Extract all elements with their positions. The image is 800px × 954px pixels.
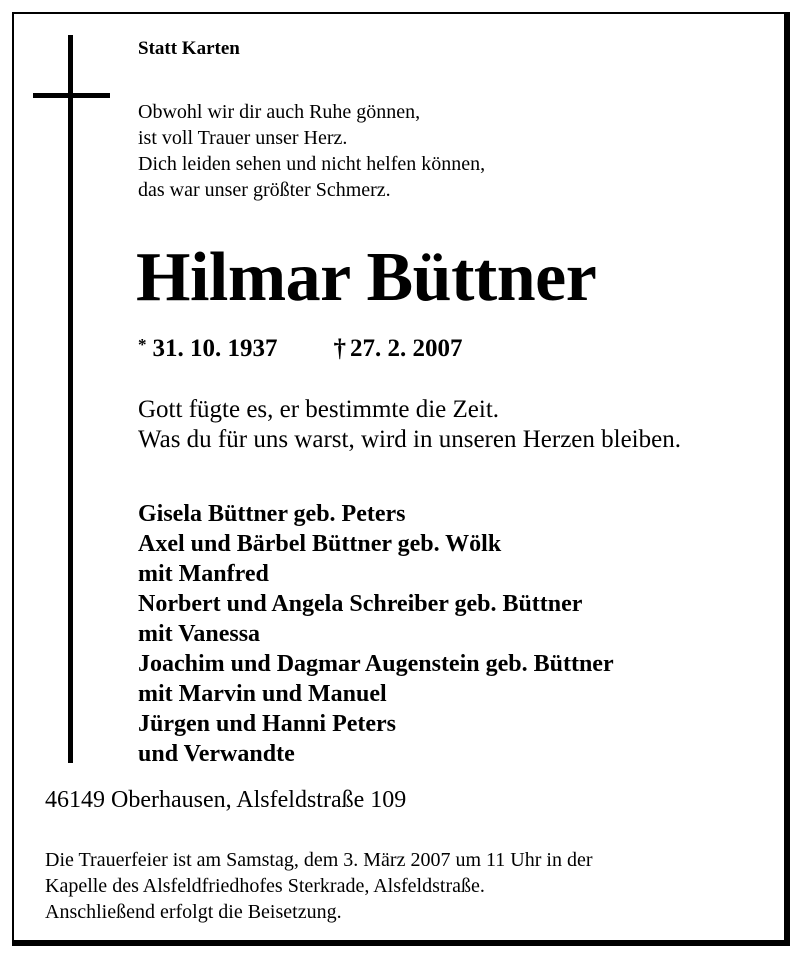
statt-karten-heading: Statt Karten [138,38,240,59]
quote-line: Was du für uns warst, wird in unseren Herzen bleiben. [138,426,681,453]
mourner-line: Jürgen und Hanni Peters [138,711,397,737]
life-dates [138,330,463,364]
poem [138,99,485,203]
mourners-list [138,499,614,769]
death-dagger-icon: † [333,335,346,362]
poem-line: Obwohl wir dir auch Ruhe gönnen, [138,101,421,123]
cross-icon [68,35,73,763]
mourner-line: Joachim und Dagmar Augenstein geb. Büttner [138,651,614,677]
mourner-line: mit Manfred [138,561,269,587]
memorial-quote [138,395,681,455]
service-line: Die Trauerfeier ist am Samstag, dem 3. März 2007 um 11 Uhr in der [45,849,593,871]
funeral-service-info [45,847,592,925]
quote-line: Gott fügte es, er bestimmte die Zeit. [138,396,500,423]
mourner-line: Axel und Bärbel Büttner geb. Wölk [138,531,502,557]
poem-line: das war unser größter Schmerz. [138,179,391,201]
mourner-line: Norbert und Angela Schreiber geb. Büttner [138,591,583,617]
mourner-line: mit Vanessa [138,621,261,647]
death-date: 27. 2. 2007 [350,335,463,362]
mourner-line: mit Marvin und Manuel [138,681,387,707]
mourner-line: und Verwandte [138,741,295,767]
service-line: Kapelle des Alsfeldfriedhofes Sterkrade, Alsfeldstraße. [45,875,485,897]
birth-date: 31. 10. 1937 [152,335,278,362]
mourner-line: Gisela Büttner geb. Peters [138,501,406,527]
cross-icon-bar [33,93,110,98]
birth-star-icon: * [138,335,147,354]
service-line: Anschließend erfolgt die Beisetzung. [45,901,342,923]
poem-line: ist voll Trauer unser Herz. [138,127,348,149]
deceased-name: Hilmar Büttner [136,239,597,316]
poem-line: Dich leiden sehen und nicht helfen können, [138,153,486,175]
family-address: 46149 Oberhausen, Alsfeldstraße 109 [45,787,407,813]
